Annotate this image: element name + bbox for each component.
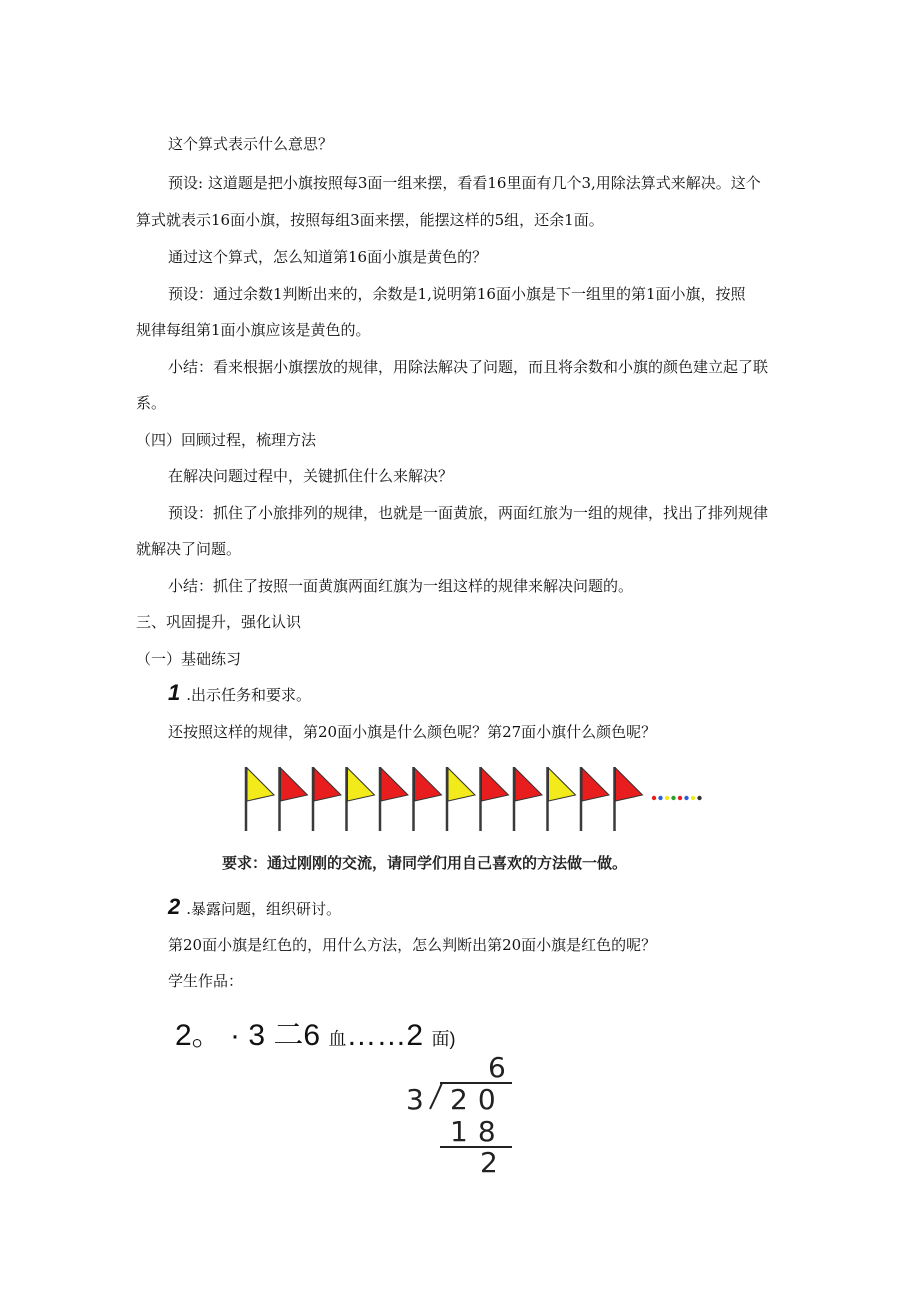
step-2: [168, 894, 342, 919]
flag-red: [381, 768, 408, 801]
ellipsis-dot: [697, 796, 701, 800]
preset-3-line-1: 预设：抓住了小旅排列的规律，也就是一面黄旅，两面红旅为一组的规律，找出了排列规律: [168, 504, 769, 522]
question-20-red: 第20面小旗是红色的，用什么方法，怎么判断出第20面小旗是红色的呢？: [168, 936, 657, 954]
preset-3-line-2: 就解决了问题。: [136, 540, 242, 558]
ellipsis-dot: [678, 796, 682, 800]
summary-1-line-1: 小结：看来根据小旗摆放的规律，用除法解决了问题，而且将余数和小旗的颜色建立起了联: [168, 358, 769, 376]
ellipsis-dot: [671, 796, 675, 800]
requirement-text: 要求：通过刚刚的交流，请同学们用自己喜欢的方法做一做。: [222, 854, 628, 872]
ellipsis-dot: [691, 796, 695, 800]
question-yellow: 通过这个算式，怎么知道第16面小旗是黄色的？: [168, 248, 488, 266]
step-1-number: 1: [168, 680, 181, 705]
flag-red: [482, 768, 509, 801]
question-meaning: 这个算式表示什么意思？: [168, 135, 334, 153]
equation-part-f: 面): [431, 1029, 456, 1049]
equation-part-e: ……2: [346, 1019, 424, 1052]
division-remainder: 2: [480, 1146, 498, 1175]
step-1-text: .出示任务和要求。: [186, 686, 312, 704]
division-dividend: 20: [450, 1083, 506, 1116]
subsection-basic-practice: （一）基础练习: [136, 650, 242, 668]
preset-1-line-2: 算式就表示16面小旗，按照每组3面来摆，能摆这样的5组，还余1面。: [136, 211, 604, 229]
question-key: 在解决问题过程中，关键抓住什么来解决？: [168, 467, 454, 485]
preset-2-line-2: 规律每组第1面小旗应该是黄色的。: [136, 321, 371, 339]
equation-part-d: 血: [328, 1029, 347, 1049]
student-work-label: 学生作品：: [168, 972, 244, 990]
equation-part-b: · 3: [230, 1019, 266, 1052]
flag-yellow: [448, 768, 475, 801]
ellipsis-dot: [684, 796, 688, 800]
flag-yellow: [348, 768, 375, 801]
equation-part-a: 2。: [175, 1019, 222, 1052]
ellipsis-dot: [652, 796, 656, 800]
flag-red: [314, 768, 341, 801]
flag-red: [415, 768, 442, 801]
flag-yellow: [549, 768, 576, 801]
step-2-number: 2: [168, 894, 181, 919]
question-20-27: 还按照这样的规律，第20面小旗是什么颜色呢？第27面小旗什么颜色呢？: [168, 723, 657, 741]
flag-red: [281, 768, 308, 801]
step-1: [168, 680, 312, 705]
preset-1-line-1: 预设: 这道题是把小旗按照每3面一组来摆，看看16里面有几个3,用除法算式来解决。这个: [168, 174, 761, 192]
division-product: 18: [450, 1115, 506, 1148]
summary-1-line-2: 系。: [136, 394, 167, 412]
division-bracket: [430, 1083, 442, 1109]
flag-red: [582, 768, 609, 801]
step-2-text: .暴露问题，组织研讨。: [186, 900, 342, 918]
section-heading-3: 三、巩固提升，强化认识: [136, 613, 302, 631]
flag-sequence-image: [240, 765, 705, 835]
flag-red: [616, 768, 643, 801]
flag-red: [515, 768, 542, 801]
section-heading-4: （四）回顾过程，梳理方法: [136, 431, 317, 449]
division-quotient: 6: [488, 1051, 506, 1084]
summary-2: 小结：抓住了按照一面黄旗两面红旗为一组这样的规律来解决问题的。: [168, 577, 634, 595]
ellipsis-dot: [665, 796, 669, 800]
preset-2-line-1: 预设：通过余数1判断出来的，余数是1,说明第16面小旗是下一组里的第1面小旗，按照: [168, 285, 746, 303]
ellipsis-dot: [658, 796, 662, 800]
equation-part-c: 二6: [273, 1019, 321, 1052]
long-division-handwritten: [400, 1045, 530, 1175]
division-divisor: 3: [406, 1083, 424, 1116]
flag-yellow: [247, 768, 274, 801]
